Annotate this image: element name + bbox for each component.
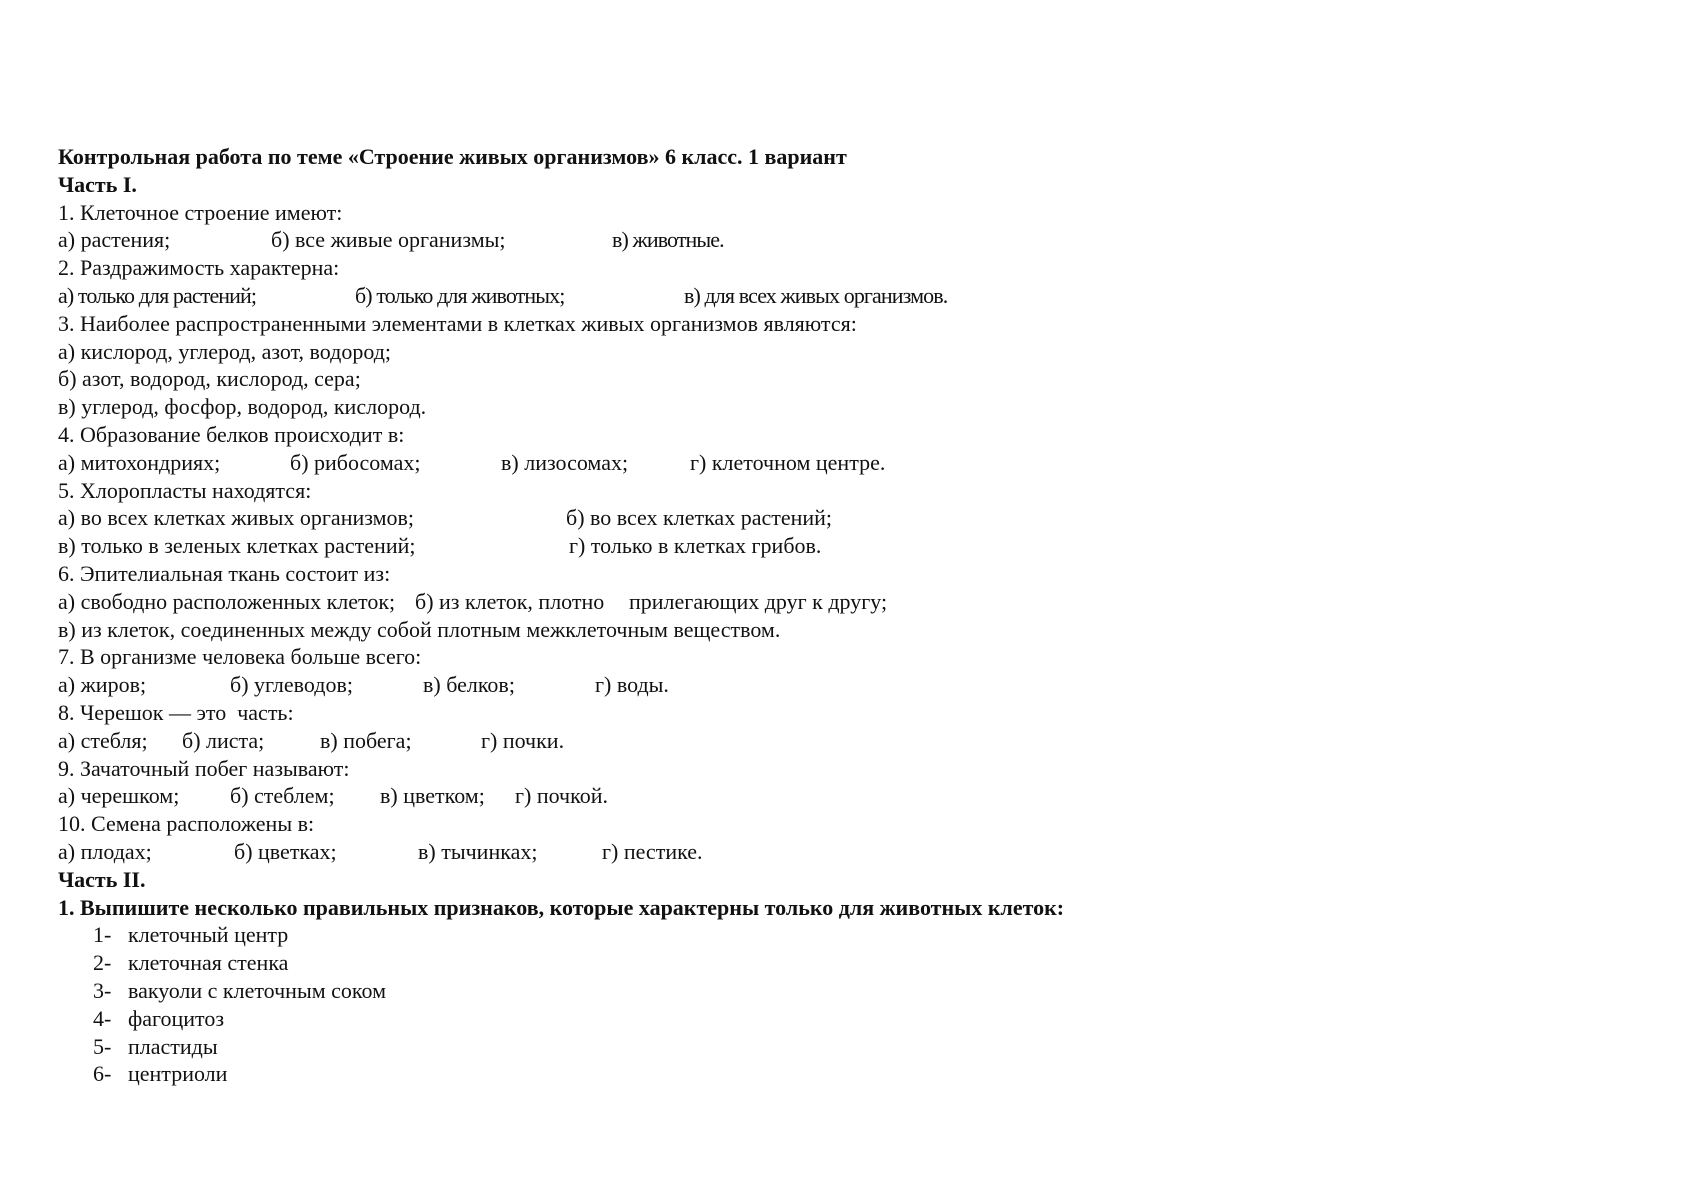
part-2-task: 1. Выпишите несколько правильных признаков, которые характерны только для животных клеток: <box>58 894 1065 920</box>
list-item-number: 1- <box>93 922 112 948</box>
list-item-number: 2- <box>93 950 112 976</box>
q1-option-b: б) все живые организмы; <box>271 227 506 253</box>
q9-option-b: б) стеблем; <box>230 783 335 809</box>
part-2-heading: Часть II. <box>58 866 146 892</box>
list-item-text: вакуоли с клеточным соком <box>128 977 386 1003</box>
list-item-number: 6- <box>93 1061 112 1087</box>
question-8: 8. Черешок — это часть: <box>58 699 294 725</box>
q10-option-c: в) тычинках; <box>418 838 538 864</box>
question-6-options-row-1 <box>58 588 1658 616</box>
test-document <box>58 143 1658 1088</box>
q4-option-d: г) клеточном центре. <box>690 449 886 475</box>
q6-option-b: б) из клеток, плотно <box>415 588 605 614</box>
q5-option-d: г) только в клетках грибов. <box>569 533 822 559</box>
question-1-options <box>58 226 1658 254</box>
q5-option-b: б) во всех клетках растений; <box>566 505 833 531</box>
q3-option-c: в) углерод, фосфор, водород, кислород. <box>58 394 427 420</box>
list-item-text: пластиды <box>128 1033 218 1059</box>
q10-option-a: а) плодах; <box>58 838 152 864</box>
q9-option-d: г) почкой. <box>515 783 608 809</box>
q8-option-a: а) стебля; <box>58 727 148 753</box>
q1-option-a: а) растения; <box>58 227 171 253</box>
question-10-options <box>58 838 1658 866</box>
q2-option-a: а) только для растений; <box>58 282 257 308</box>
question-6: 6. Эпителиальная ткань состоит из: <box>58 560 391 586</box>
question-7: 7. В организме человека больше всего: <box>58 644 422 670</box>
question-10: 10. Семена расположены в: <box>58 811 315 837</box>
list-item-number: 3- <box>93 977 112 1003</box>
list-item-text: клеточная стенка <box>128 950 289 976</box>
question-5: 5. Хлоропласты находятся: <box>58 477 312 503</box>
question-7-options <box>58 671 1658 699</box>
q9-option-c: в) цветком; <box>380 783 485 809</box>
q10-option-b: б) цветках; <box>234 838 337 864</box>
q5-option-c: в) только в зеленых клетках растений; <box>58 533 416 559</box>
q6-option-a: а) свободно расположенных клеток; <box>58 588 396 614</box>
list-item-text: фагоцитоз <box>128 1005 225 1031</box>
list-item <box>58 949 1658 977</box>
question-4-options <box>58 449 1658 477</box>
q4-option-a: а) митохондриях; <box>58 449 221 475</box>
question-8-options <box>58 727 1658 755</box>
q2-option-c: в) для всех живых организмов. <box>684 282 948 308</box>
list-item <box>58 1005 1658 1033</box>
q6-option-c: в) из клеток, соединенных между собой плотным межклеточным веществом. <box>58 616 781 642</box>
q8-option-b: б) листа; <box>182 727 265 753</box>
list-item <box>58 1033 1658 1061</box>
q8-option-d: г) почки. <box>481 727 565 753</box>
list-item-text: клеточный центр <box>128 922 289 948</box>
q1-option-c: в) животные. <box>612 227 724 253</box>
question-3: 3. Наиболее распространенными элементами в клетках живых организмов являются: <box>58 310 857 336</box>
list-item <box>58 921 1658 949</box>
q7-option-d: г) воды. <box>595 672 669 698</box>
q3-option-b: б) азот, водород, кислород, сера; <box>58 366 361 392</box>
question-2-options <box>58 282 1658 310</box>
list-item-number: 4- <box>93 1005 112 1031</box>
question-5-options-row-1 <box>58 504 1658 532</box>
question-9: 9. Зачаточный побег называют: <box>58 755 350 781</box>
q10-option-d: г) пестике. <box>602 838 703 864</box>
q9-option-a: а) черешком; <box>58 783 180 809</box>
question-9-options <box>58 782 1658 810</box>
question-5-options-row-2 <box>58 532 1658 560</box>
q4-option-b: б) рибосомах; <box>290 449 421 475</box>
part-1-heading: Часть I. <box>58 171 137 197</box>
list-item <box>58 1060 1658 1088</box>
q4-option-c: в) лизосомах; <box>501 449 629 475</box>
list-item-text: центриоли <box>128 1061 228 1087</box>
q6-option-b-continued: прилегающих друг к другу; <box>629 588 888 614</box>
q7-option-b: б) углеводов; <box>230 672 353 698</box>
question-4: 4. Образование белков происходит в: <box>58 421 405 447</box>
q8-option-c: в) побега; <box>320 727 412 753</box>
document-title: Контрольная работа по теме «Строение живых организмов» 6 класс. 1 вариант <box>58 144 847 169</box>
question-1: 1. Клеточное строение имеют: <box>58 199 343 225</box>
question-2: 2. Раздражимость характерна: <box>58 255 340 281</box>
q3-option-a: а) кислород, углерод, азот, водород; <box>58 338 392 364</box>
q7-option-c: в) белков; <box>423 672 515 698</box>
q7-option-a: а) жиров; <box>58 672 147 698</box>
list-item-number: 5- <box>93 1033 112 1059</box>
q2-option-b: б) только для животных; <box>355 282 565 308</box>
q5-option-a: а) во всех клетках живых организмов; <box>58 505 415 531</box>
list-item <box>58 977 1658 1005</box>
